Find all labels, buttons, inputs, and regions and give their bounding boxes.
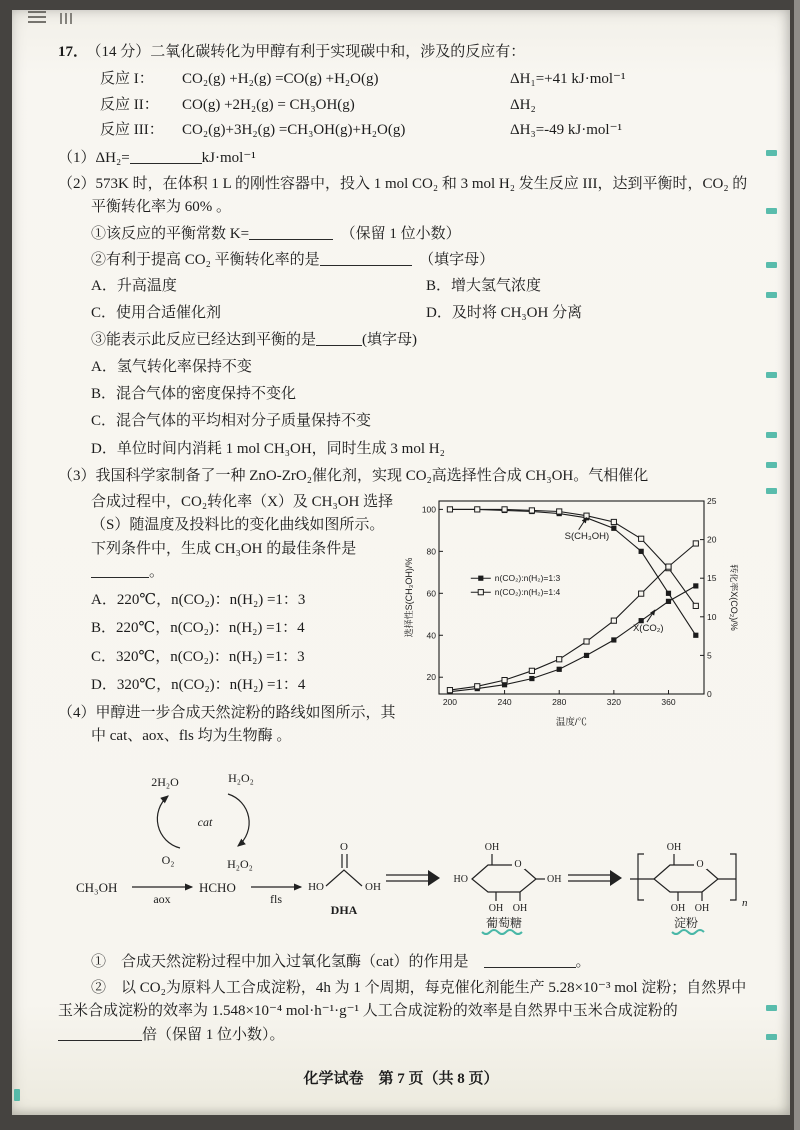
sub1-pre: ①该反应的平衡常数 K= [91,225,250,242]
reaction-row-1 [100,67,750,93]
co2-chart-figure [402,491,750,735]
reaction-label: 反应 I： [100,71,154,88]
y-tick-right: 10 [707,611,717,622]
part4-sub2 [58,977,750,1047]
page-footer: 化学试卷 第 7 页（共 8 页） [303,1070,499,1087]
label-dha: DHA [330,902,358,917]
label-ch3oh: CH₃OH [76,879,118,895]
label-o2: O₂ [161,852,175,867]
y-tick-left: 20 [426,672,436,683]
x-tick: 200 [442,697,458,707]
bracket-right [730,854,736,900]
co2-methanol-chart [402,491,738,727]
catalase-cycle [151,771,254,871]
answer-blank [130,149,202,164]
label-h2o2-top: H₂O₂ [228,770,254,785]
y-tick-left: 60 [426,588,436,599]
double-arrow-head [610,870,622,886]
double-arrow-1 [386,870,440,886]
dha-skeleton [326,870,362,886]
option-b: B．220℃，n(CO₂)：n(H₂) =1：4 [91,620,305,637]
option-b: B．增大氢气浓度 [426,278,542,294]
reaction-row-2 [100,93,750,119]
starch-ring [654,865,718,892]
cycle-arc-right [228,794,249,846]
legend-label: n(CO₂):n(H₂)=1:3 [494,573,561,584]
atom-oh: OH [512,902,528,914]
part4-sub2-post: 倍（保留 1 位小数）。 [142,1026,285,1043]
part4-sub2-text: ② 以 CO₂为原料人工合成淀粉，4h 为 1 个周期，每克催化剂能生产 5.28×10⁻³ mol 淀粉；自然界中玉米合成淀粉的效率为 1.548×10⁻⁴ mol·h⁻¹·g⁻¹ 人工合成淀粉的效率是自然界中玉米合成淀粉的 [58,980,747,1020]
part3-body-text: 合成过程中，CO₂转化率（X）及 CH₃OH 选择（S）随温度及投料比的变化曲线如图所示。下列条件中，生成 CH₃OH 的最佳条件是 [91,494,394,557]
y-tick-right: 20 [707,534,717,545]
curve-annotation: S(CH₃OH) [564,530,610,542]
reaction-enthalpy: ΔH₂ [510,96,536,113]
part4-sub1-post: 。 [575,953,591,970]
reaction-equation: CO₂(g)+3H₂(g) =CH₃OH(g)+H₂O(g) [182,122,406,139]
x-axis-label: 温度/℃ [555,717,588,727]
y-axis-label-left: 选择性S(CH₃OH)/% [404,557,414,638]
y-tick-left: 80 [426,546,436,557]
starch-structure [630,842,748,934]
part2-sub3 [91,329,750,352]
atom-oh: OH [694,902,710,914]
label-glucose: 葡萄糖 [485,915,523,930]
label-2h2o: 2H₂O [151,774,179,789]
part1-line [58,147,750,170]
glucose-ring [472,865,536,892]
answer-blank [484,953,576,968]
synthesis-pathway-diagram [68,760,750,948]
reaction-row-3 [100,118,750,144]
answer-blank [316,331,362,346]
part1-post: kJ·mol⁻¹ [201,149,256,166]
atom-oh: OH [666,841,682,853]
part2-sub2-options [91,275,750,326]
option-c: C．使用合适催化剂 [91,305,222,322]
part2-sub3-options [58,356,750,461]
y-tick-right: 15 [707,573,717,584]
teal-underline [482,930,522,934]
reaction-label: 反应 II： [100,96,159,113]
part2-text: （2）573K 时，在体积 1 L 的刚性容器中，投入 1 mol CO₂ 和 3 mol H₂ 发生反应 III，达到平衡时，CO₂ 的平衡转化率为 60% 。 [58,176,748,216]
option-d: D．单位时间内消耗 1 mol CH₃OH，同时生成 3 mol H₂ [91,440,445,457]
question-number: 17． [58,44,89,60]
x-tick: 360 [661,697,676,707]
answer-blank [58,1026,142,1041]
question-title [58,41,750,64]
sub3-pre: ③能表示此反应已经达到平衡的是 [91,331,317,348]
option-a: A．220℃，n(CO₂)：n(H₂) =1：3 [91,592,306,608]
sub2-post: （填字母） [426,251,495,268]
double-arrow-head [428,870,440,886]
reaction-equation: CO(g) +2H₂(g) = CH₃OH(g) [182,96,355,113]
double-arrow-2 [568,870,622,886]
part2-sub1 [91,223,750,246]
series-line [450,544,696,691]
atom-oh: OH [488,902,504,914]
part3-section [58,465,750,752]
atom-oh: OH [484,841,500,853]
question-intro: （14 分）二氧化碳转化为甲醇有利于实现碳中和，涉及的反应有： [94,44,526,60]
option-c: C．混合气体的平均相对分子质量保持不变 [91,413,372,430]
polymer-n: n [742,896,748,909]
option-d: D．及时将 CH₃OH 分离 [426,305,583,322]
series-line [450,509,696,606]
atom-ring-o: O [514,858,522,870]
curve-annotation: X(CO₂) [632,623,664,635]
legend-label: n(CO₂):n(H₂)=1:4 [494,587,561,598]
y-tick-right: 25 [707,496,717,506]
atom-oh: OH [547,873,562,885]
y-tick-left: 100 [421,504,436,515]
option-d: D．320℃，n(CO₂)：n(H₂) =1：4 [91,676,306,693]
option-a: A．氢气转化率保持不变 [91,358,252,375]
y-axis-label-right: 转化率X(CO₂)/% [729,564,738,631]
reaction-equation: CO₂(g) +H₂(g) =CO(g) +H₂O(g) [182,71,379,88]
cycle-arc-left [157,796,180,848]
series-line [450,509,696,635]
answer-blank [249,225,333,240]
atom-o: O [340,840,348,853]
option-a: A．升高温度 [91,278,177,294]
label-fls: fls [270,891,282,906]
part4-sub1-pre: ① 合成天然淀粉过程中加入过氧化氢酶（cat）的作用是 [91,953,469,970]
option-c: C．320℃，n(CO₂)：n(H₂) =1：3 [91,648,305,665]
reaction-enthalpy: ΔH₁=+41 kJ·mol⁻¹ [510,71,626,88]
dha-structure [308,841,381,917]
answer-blank [320,251,412,266]
sub1-post: （保留 1 位小数） [348,225,461,242]
part4-sub1 [91,951,750,974]
atom-ho: HO [308,880,324,893]
label-aox: aox [153,891,171,906]
y-tick-right: 0 [707,689,712,699]
reaction-chain [76,880,301,906]
part3-line1: （3）我国科学家制备了一种 ZnO-ZrO₂催化剂，实现 CO₂高选择性合成 CH₃OH。气相催化 [58,467,649,484]
atom-ho: HO [453,873,468,885]
answer-blank [91,563,149,578]
part4-intro: （4）甲醇进一步合成天然淀粉的路线如图所示，其中 cat、aox、fls 均为生物酶 。 [58,705,396,745]
sub2-pre: ②有利于提高 CO₂ 平衡转化率的是 [91,251,320,268]
series-line [450,586,696,692]
teal-underline [672,930,704,934]
label-h2o2-bottom: H₂O₂ [227,856,253,871]
label-cat-enzyme: cat [197,814,213,829]
reaction-enthalpy: ΔH₃=-49 kJ·mol⁻¹ [510,122,622,139]
part1-pre: （1）ΔH₂= [58,149,130,166]
y-tick-left: 40 [426,630,436,641]
sub3-post: (填字母) [362,331,418,348]
option-b: B．混合气体的密度保持不变化 [91,386,297,402]
part2-sub2 [91,249,750,272]
selectivity-conversion-chart [402,491,750,735]
atom-oh: OH [365,880,381,893]
atom-ring-o: O [696,858,704,870]
part3-body-post: 。 [149,563,165,580]
exam-paper-page [12,10,790,1115]
x-tick: 240 [497,697,512,707]
page-content [12,10,790,1115]
x-tick: 280 [552,697,567,707]
glucose-structure [454,842,562,934]
x-tick: 320 [606,697,621,707]
reaction-label: 反应 III： [100,122,164,139]
bracket-left [638,854,644,900]
label-hcho: HCHO [199,879,236,895]
atom-oh: OH [670,902,686,914]
y-tick-right: 5 [707,650,712,661]
label-starch: 淀粉 [673,915,699,930]
pathway-svg [68,760,768,940]
